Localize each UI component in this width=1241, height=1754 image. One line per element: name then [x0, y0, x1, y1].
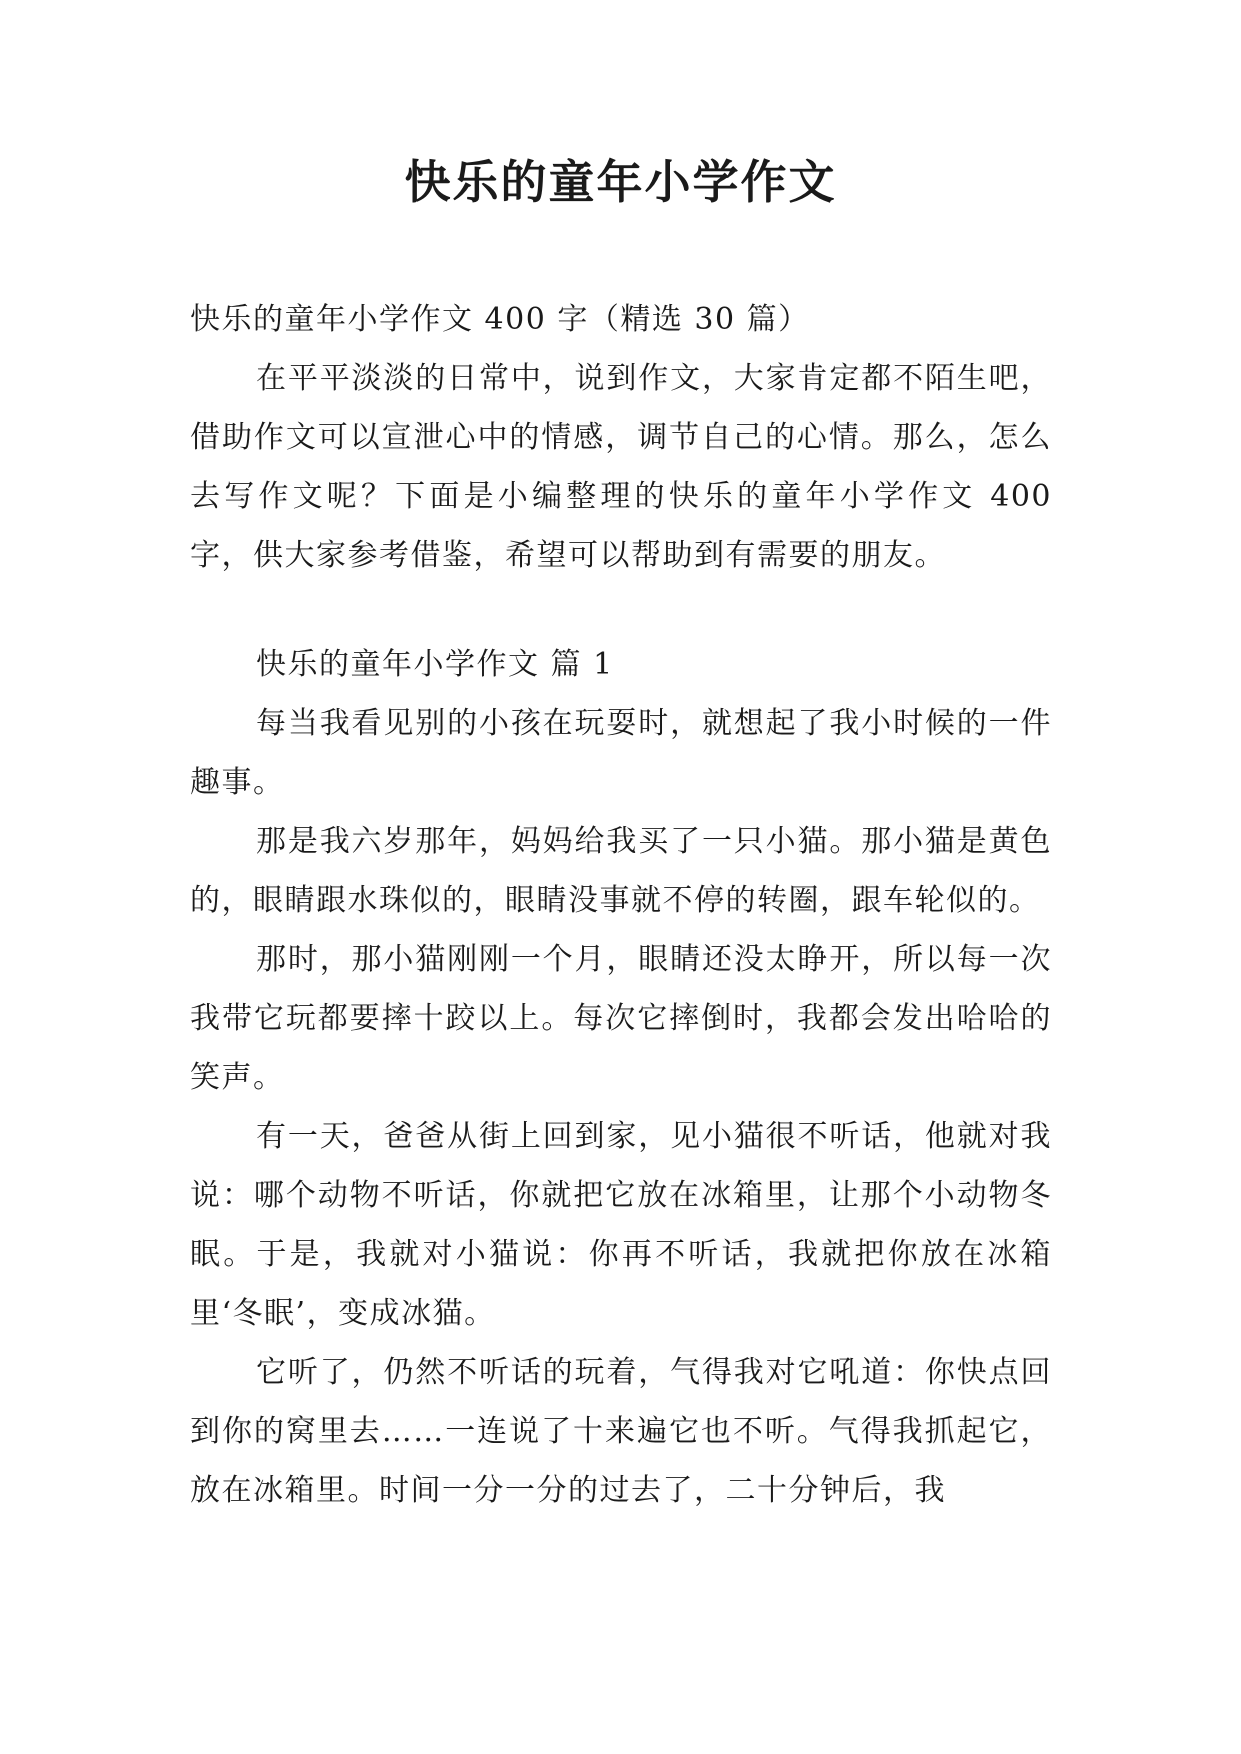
body-paragraph: 那是我六岁那年，妈妈给我买了一只小猫。那小猫是黄色的，眼睛跟水珠似的，眼睛没事就不停的转圈，跟车轮似的。 [190, 824, 1052, 918]
body-paragraph: 那时，那小猫刚刚一个月，眼睛还没太睁开，所以每一次我带它玩都要摔十跤以上。每次它摔倒时，我都会发出哈哈的笑声。 [190, 942, 1052, 1095]
section-spacer [190, 585, 1052, 635]
intro-paragraph: 在平平淡淡的日常中，说到作文，大家肯定都不陌生吧，借助作文可以宣泄心中的情感，调节自己的心情。那么，怎么去写作文呢？下面是小编整理的快乐的童年小学作文 400 字，供大家参考借鉴，希望可以帮助到有需要的朋友。 [190, 361, 1052, 573]
document-subtitle: 快乐的童年小学作文 400 字（精选 30 篇） [190, 302, 810, 337]
body-paragraph: 每当我看见别的小孩在玩耍时，就想起了我小时候的一件趣事。 [190, 706, 1052, 800]
document-body [190, 290, 1052, 1520]
section-heading: 快乐的童年小学作文 篇 1 [256, 647, 614, 682]
document-title: 快乐的童年小学作文 [404, 155, 837, 209]
body-paragraph: 有一天，爸爸从街上回到家，见小猫很不听话，他就对我说：哪个动物不听话，你就把它放在冰箱里，让那个小动物冬眠。于是，我就对小猫说：你再不听话，我就把你放在冰箱里‘冬眠’，变成冰猫。 [190, 1119, 1052, 1331]
body-paragraph: 它听了，仍然不听话的玩着，气得我对它吼道：你快点回到你的窝里去……一连说了十来遍它也不听。气得我抓起它，放在冰箱里。时间一分一分的过去了，二十分钟后，我 [190, 1355, 1052, 1508]
